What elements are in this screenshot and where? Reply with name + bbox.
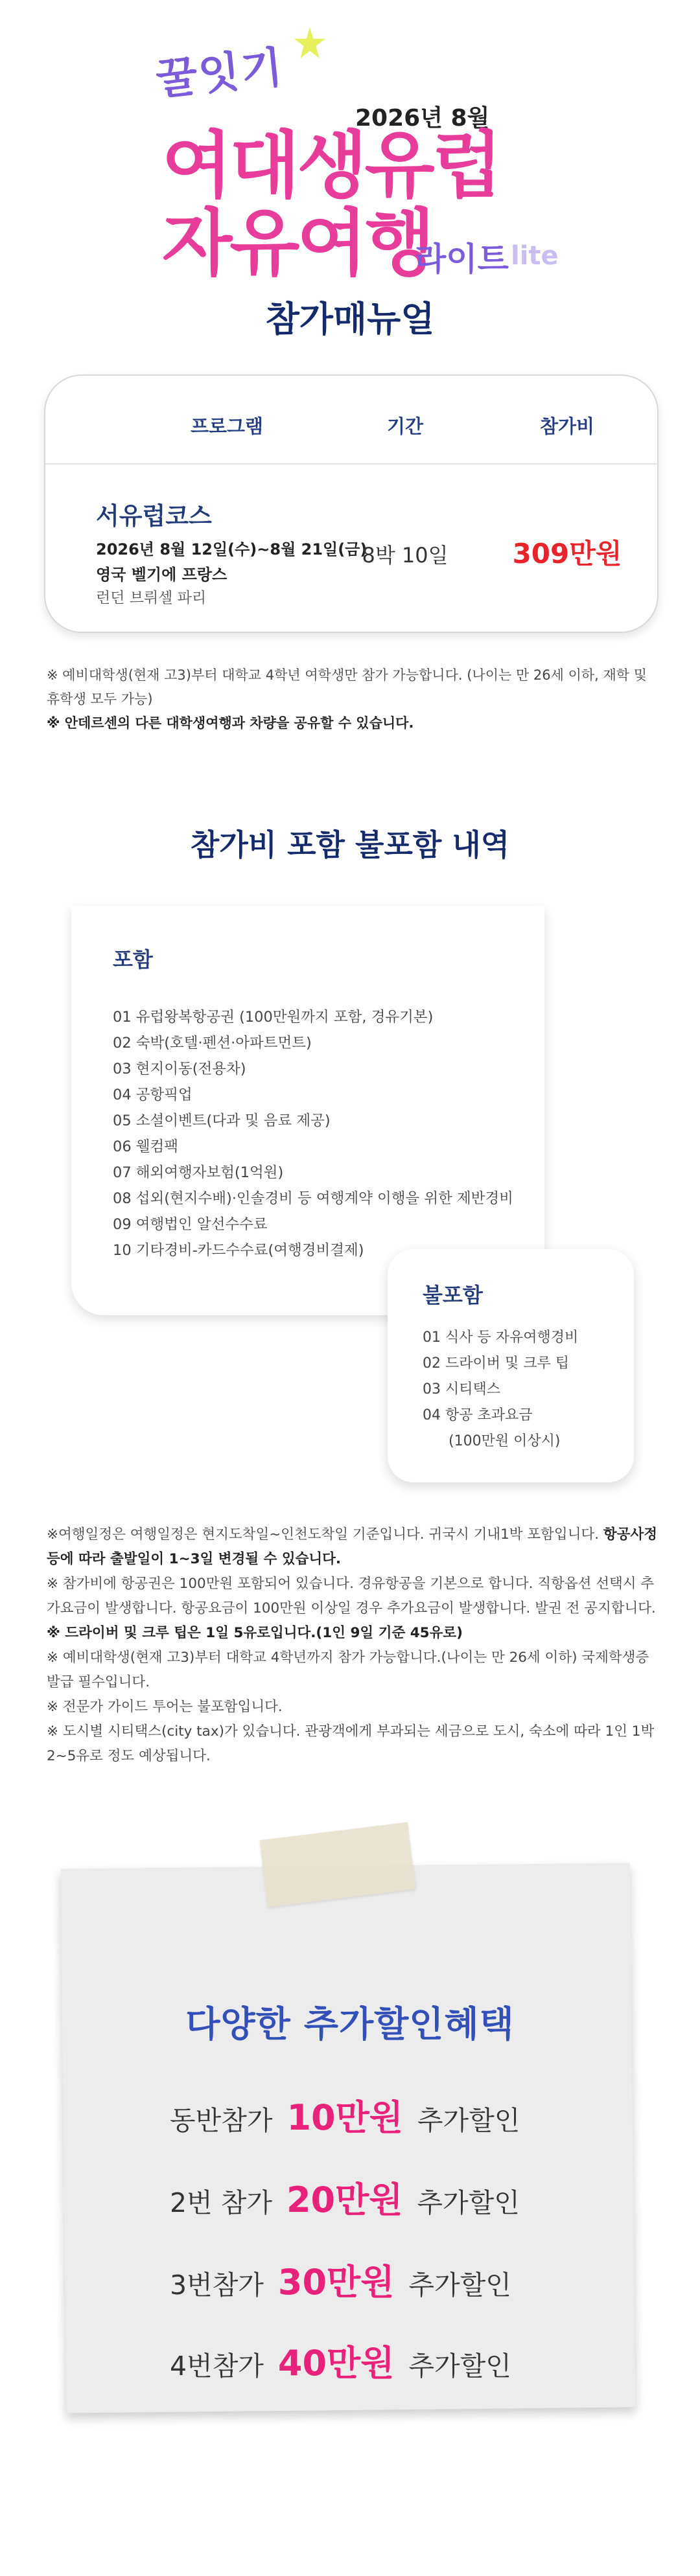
title-line-1: 여대생유럽 bbox=[162, 124, 500, 208]
header-period: 기간 bbox=[386, 415, 424, 437]
included-list bbox=[113, 1004, 513, 1263]
list-item: 07 해외여행자보험(1억원) bbox=[113, 1164, 284, 1181]
benefit-suffix: 추가할인 bbox=[417, 2187, 520, 2218]
note-itinerary-text: ※여행일정은 여행일정은 현지도착일~인천도착일 기준입니다. 귀국시 기내1박 포함입니다. bbox=[47, 1526, 603, 1543]
table-divider bbox=[45, 463, 657, 465]
note-guide-tour: ※ 전문가 가이드 투어는 불포함입니다. bbox=[47, 1699, 283, 1715]
note-city-tax: ※ 도시별 시티택스(city tax)가 있습니다. 관광객에게 부과되는 세금으로 도시, 숙소에 따라 1인 1박 2~5유로 정도 예상됩니다. bbox=[47, 1723, 655, 1764]
included-title: 포함 bbox=[113, 947, 153, 972]
note-driver-tip-text: ※ 드라이버 및 크루 팁은 1일 5유로입니다.(1인 9일 기준 45유로) bbox=[47, 1625, 463, 1641]
benefit-amount: 10만원 bbox=[286, 2097, 403, 2138]
benefit-row bbox=[170, 2090, 520, 2138]
excluded-list bbox=[423, 1325, 624, 1455]
list-item: 05 소셜이벤트(다과 및 음료 제공) bbox=[113, 1112, 331, 1129]
benefit-suffix: 추가할인 bbox=[408, 2351, 511, 2382]
list-item: 08 섭외(현지수배)·인솔경비 등 여행계약 이행을 위한 제반경비 bbox=[113, 1190, 513, 1207]
star-icon bbox=[293, 26, 327, 60]
benefit-row bbox=[170, 2172, 520, 2218]
course-period: 8박 10일 bbox=[362, 543, 449, 568]
list-item: 09 여행법인 알선수수료 bbox=[113, 1216, 268, 1233]
lite-korean-label: 라이트 bbox=[415, 240, 509, 278]
course-date: 2026년 8월 12일(수)~8월 21일(금) bbox=[96, 540, 368, 558]
benefit-label: 3번참가 bbox=[170, 2270, 264, 2301]
course-countries: 영국 벨기에 프랑스 bbox=[96, 566, 228, 584]
benefit-suffix: 추가할인 bbox=[417, 2105, 520, 2136]
list-item: 04 항공 초과요금 bbox=[423, 1407, 533, 1423]
benefit-amount: 40만원 bbox=[277, 2343, 395, 2384]
list-item: 02 드라이버 및 크루 팁 bbox=[423, 1355, 569, 1372]
list-item: 01 유럽왕복항공권 (100만원까지 포함, 경유기본) bbox=[113, 1009, 434, 1026]
benefit-paper bbox=[61, 1863, 636, 2413]
kkul-logo-text: 꿀잇기 bbox=[154, 41, 286, 106]
header-program: 프로그램 bbox=[190, 415, 264, 437]
list-item: 06 웰컴팩 bbox=[113, 1138, 178, 1155]
benefit-suffix: 추가할인 bbox=[408, 2270, 511, 2301]
excluded-card bbox=[388, 1249, 634, 1482]
benefit-amount: 30만원 bbox=[277, 2262, 395, 2303]
program-table bbox=[44, 374, 659, 633]
benefit-row bbox=[170, 2336, 511, 2384]
travel-notes bbox=[47, 1523, 659, 1769]
benefit-label: 4번참가 bbox=[170, 2351, 264, 2382]
course-cities: 런던 브뤼셀 파리 bbox=[96, 590, 207, 606]
note-student-card: ※ 예비대학생(현재 고3)부터 대학교 4학년까지 참가 가능합니다.(나이는 만 26세 이하) 국제학생증 발급 필수입니다. bbox=[47, 1650, 649, 1690]
benefit-label: 동반참가 bbox=[170, 2105, 273, 2136]
benefit-row bbox=[170, 2255, 511, 2303]
benefit-amount: 20만원 bbox=[286, 2179, 403, 2220]
course-name: 서유럽코스 bbox=[96, 502, 212, 530]
lite-english-label: lite bbox=[511, 241, 559, 271]
list-item: 01 식사 등 자유여행경비 bbox=[423, 1329, 579, 1346]
note-driver-tip bbox=[47, 1621, 659, 1646]
list-item: 10 기타경비-카드수수료(여행경비결제) bbox=[113, 1242, 364, 1259]
note-airfare: ※ 참가비에 항공권은 100만원 포함되어 있습니다. 경유항공을 기본으로 합니다. 직항옵션 선택시 추가요금이 발생합니다. 항공요금이 100만원 이상일 경우 추가요금이 발생합니다. 발권 전 공지합니다. bbox=[47, 1576, 656, 1616]
inclusion-heading: 참가비 포함 불포함 내역 bbox=[190, 827, 510, 862]
header-fee: 참가비 bbox=[539, 415, 595, 437]
note-itinerary-bold: 항공사정 등에 따라 출발일이 1~3일 변경될 수 있습니다. bbox=[47, 1526, 657, 1567]
list-item: 02 숙박(호텔·펜션·아파트먼트) bbox=[113, 1035, 312, 1052]
list-item: (100만원 이상시) bbox=[449, 1433, 561, 1449]
title-line-2: 자유여행 bbox=[162, 201, 432, 286]
benefit-label: 2번 참가 bbox=[170, 2187, 272, 2218]
vehicle-share-note: ※ 안데르센의 다른 대학생여행과 차량을 공유할 수 있습니다. bbox=[47, 715, 414, 731]
benefit-heading: 다양한 추가할인혜택 bbox=[185, 2003, 515, 2045]
manual-heading: 참가매뉴얼 bbox=[265, 299, 435, 339]
list-item: 04 공항픽업 bbox=[113, 1087, 192, 1103]
year-label: 2026년 8월 bbox=[355, 105, 490, 132]
course-fee: 309만원 bbox=[512, 538, 622, 569]
list-item: 03 현지이동(전용차) bbox=[113, 1061, 246, 1077]
note-itinerary bbox=[47, 1523, 659, 1572]
eligibility-note: ※ 예비대학생(현재 고3)부터 대학교 4학년 여학생만 참가 가능합니다. (나이는 만 26세 이하, 재학 및 휴학생 모두 가능) bbox=[47, 667, 648, 707]
excluded-title: 불포함 bbox=[423, 1283, 483, 1307]
list-item: 03 시티택스 bbox=[423, 1381, 500, 1397]
